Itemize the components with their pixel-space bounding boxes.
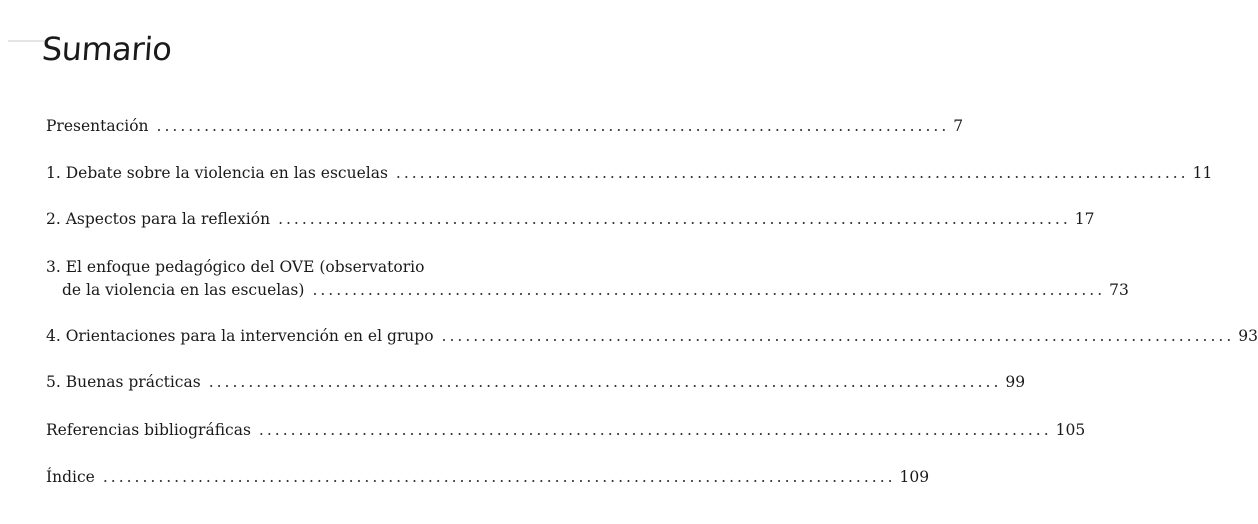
dot-leader: ....................................................................................................	[278, 210, 1071, 228]
page-title: Sumario	[40, 30, 173, 68]
toc-entry-page: 105	[1055, 421, 1086, 439]
toc-entry-label: Referencias bibliográficas	[46, 421, 251, 439]
toc-entry-page: 109	[899, 468, 930, 486]
toc-entry-label: 5. Buenas prácticas	[46, 373, 201, 391]
toc-entry-chapter-2[interactable]	[46, 209, 1095, 229]
dot-leader: ....................................................................................................	[102, 468, 896, 486]
dot-leader: ....................................................................................................	[312, 281, 1106, 299]
toc-entry-label-line1: 3. El enfoque pedagógico del OVE (observatorio	[46, 258, 425, 276]
toc-entry-page: 11	[1192, 164, 1213, 182]
dot-leader: ....................................................................................................	[441, 327, 1235, 345]
toc-entry-page: 73	[1109, 281, 1129, 299]
toc-entry-chapter-4[interactable]	[46, 326, 1258, 346]
dot-leader: ....................................................................................................	[156, 117, 950, 135]
toc-entry-label: 2. Aspectos para la reflexión	[46, 210, 271, 228]
toc-entry-presentacion[interactable]	[46, 116, 964, 136]
toc-entry-indice[interactable]	[46, 467, 930, 487]
toc-entry-page: 99	[1005, 373, 1026, 391]
toc-entry-label: Índice	[46, 468, 95, 486]
dot-leader: ....................................................................................................	[395, 164, 1189, 182]
toc-entry-chapter-5[interactable]	[46, 372, 1026, 392]
toc-entry-page: 93	[1238, 327, 1258, 345]
dot-leader: ....................................................................................................	[258, 421, 1052, 439]
dot-leader: ....................................................................................................	[208, 373, 1002, 391]
toc-entry-page: 17	[1074, 210, 1095, 228]
toc-entry-page: 7	[953, 117, 964, 135]
toc-entry-label: 1. Debate sobre la violencia en las escuelas	[46, 164, 388, 182]
toc-entry-label: Presentación	[46, 117, 149, 135]
toc-entry-chapter-3[interactable]	[46, 258, 1129, 300]
toc-entry-label-line2: de la violencia en las escuelas)	[62, 281, 305, 299]
toc-entry-label: 4. Orientaciones para la intervención en el grupo	[46, 327, 434, 345]
toc-entry-chapter-1[interactable]	[46, 163, 1213, 183]
toc-entry-referencias[interactable]	[46, 420, 1086, 440]
